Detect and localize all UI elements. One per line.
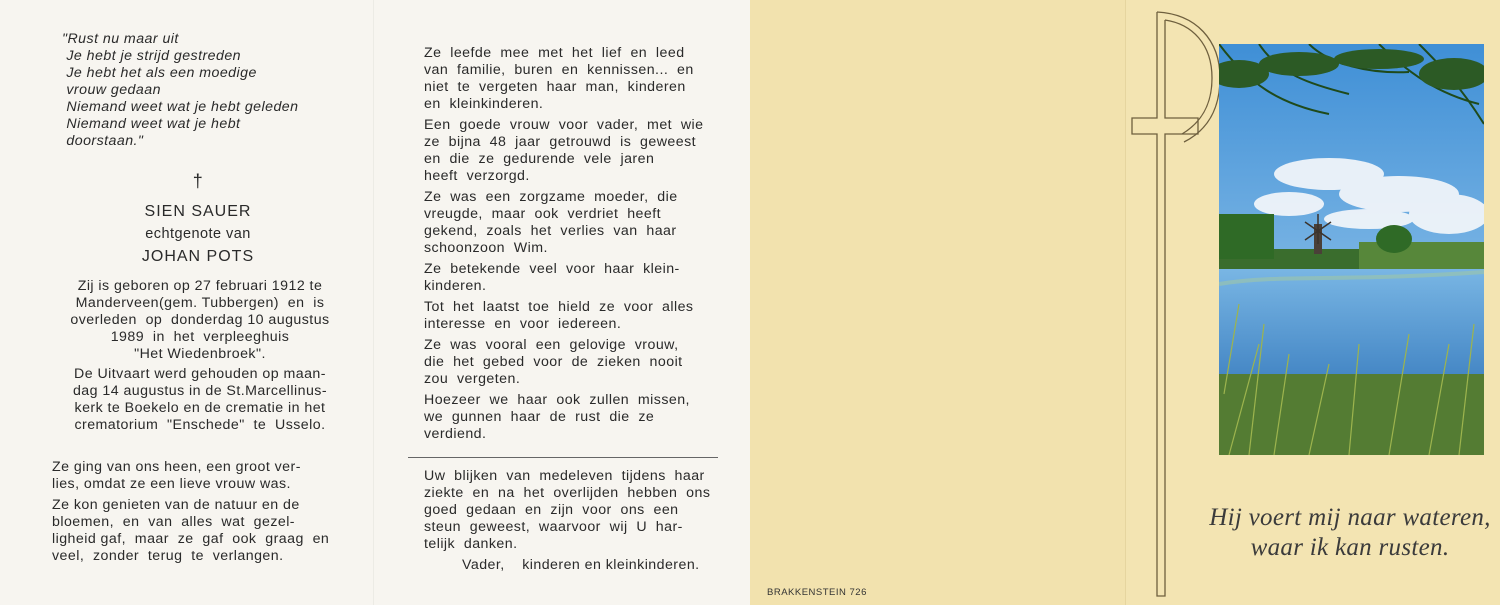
signature: Vader, kinderen en kleinkinderen. bbox=[462, 557, 700, 573]
publisher-label: BRAKKENSTEIN 726 bbox=[767, 587, 867, 598]
spouse-intro: echtgenote van bbox=[145, 226, 251, 242]
card-back-panel bbox=[750, 0, 1125, 605]
thanks-text: Uw blijken van medeleven tijdens haar ziekte en na het overlijden hebben ons goed gedaan en zijn voor ons een steun geweest, waarvoor wij U har- telijk danken. bbox=[424, 468, 711, 552]
mid-paragraph-6: Ze was vooral een gelovige vrouw, die het gebed voor de zieken nooit zou vergeten. bbox=[424, 337, 683, 387]
mid-paragraph-3: Ze was een zorgzame moeder, die vreugde, maar ook verdriet heeft gekend, zoals het verlies van haar schoonzoon Wim. bbox=[424, 189, 678, 256]
divider bbox=[408, 457, 718, 458]
mid-paragraph-7: Hoezeer we haar ook zullen missen, we gunnen haar de rust die ze verdiend. bbox=[424, 392, 690, 442]
left-paragraph-1: Ze ging van ons heen, een groot ver- lies, omdat ze een lieve vrouw was. bbox=[52, 459, 301, 492]
mid-paragraph-4: Ze betekende veel voor haar klein- kinderen. bbox=[424, 261, 680, 294]
scripture-quote: Hij voert mij naar wateren, waar ik kan rusten. bbox=[1209, 504, 1491, 561]
deceased-name: SIEN SAUER bbox=[144, 203, 252, 220]
mid-paragraph-1: Ze leefde mee met het lief en leed van familie, buren en kennissen... en niet te vergeten haar man, kinderen en kleinkinderen. bbox=[424, 45, 694, 112]
mid-paragraph-2: Een goede vrouw voor vader, met wie ze bijna 48 jaar getrouwd is geweest en die ze gedurende vele jaren heeft verzorgd. bbox=[424, 117, 704, 184]
birth-death-text: Zij is geboren op 27 februari 1912 te Manderveen(gem. Tubbergen) en is overleden op donderdag 10 augustus 1989 in het verpleeghuis "Het Wiedenbroek". bbox=[70, 278, 330, 362]
cross-icon: † bbox=[192, 171, 204, 191]
left-paragraph-2: Ze kon genieten van de natuur en de bloemen, en van alles wat gezel- ligheid gaf, maar ze gaf ook graag en veel, zonder terug te verlangen. bbox=[52, 497, 330, 564]
mid-paragraph-5: Tot het laatst toe hield ze voor alles interesse en voor iedereen. bbox=[424, 299, 694, 332]
landscape-photo bbox=[1219, 44, 1484, 455]
funeral-text: De Uitvaart werd gehouden op maan- dag 14 augustus in de St.Marcellinus- kerk te Boekelo en de crematie in het crematorium "Enschede" te Usselo. bbox=[72, 366, 328, 433]
poem: "Rust nu maar uit Je hebt je strijd gestreden Je hebt het als een moedige vrouw gedaan Niemand weet wat je hebt geleden Niemand weet wat je hebt doorstaan." bbox=[62, 31, 299, 149]
spouse-name: JOHAN POTS bbox=[141, 248, 255, 265]
